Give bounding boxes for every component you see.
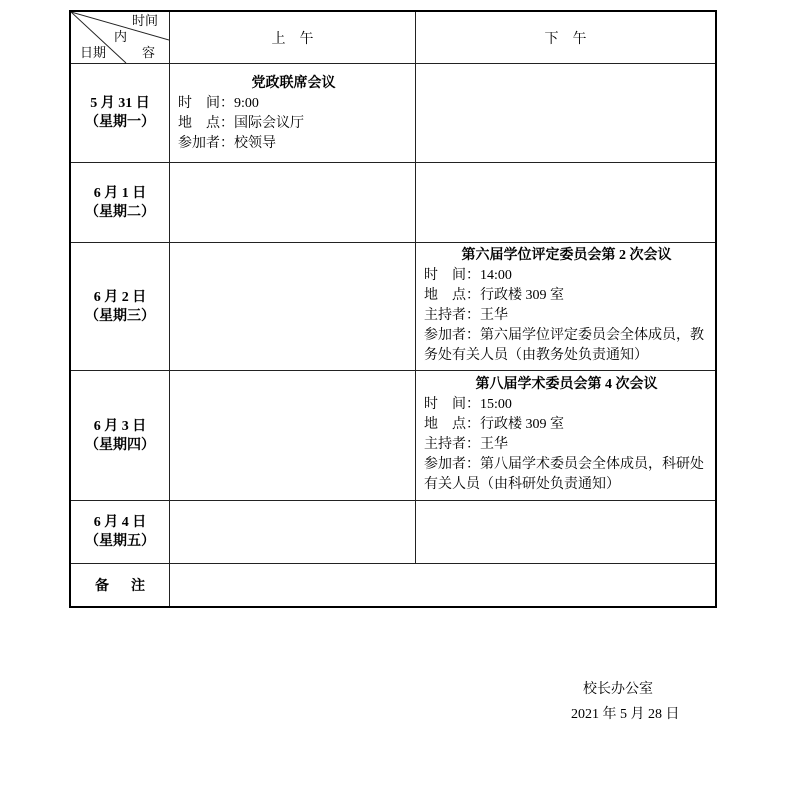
weekday-label: （星期四） <box>85 437 155 453</box>
meeting-time: 时 间：15:00 <box>424 397 512 412</box>
corner-label-date: 日期 <box>80 45 107 60</box>
date-cell <box>71 501 170 564</box>
corner-label-content-2: 容 <box>142 45 156 60</box>
morning-cell <box>170 371 416 501</box>
date-label: 6 月 2 日 <box>93 289 147 305</box>
meeting-place: 地 点：行政楼 309 室 <box>424 417 564 432</box>
date-cell <box>71 64 170 163</box>
date-label: 5 月 31 日 <box>90 96 150 111</box>
morning-cell <box>170 243 416 371</box>
footer-issuer: 校长办公室 <box>583 682 653 697</box>
date-cell <box>71 163 170 243</box>
header-corner-cell <box>71 12 170 64</box>
footer-date: 2021 年 5 月 28 日 <box>571 707 680 722</box>
header-afternoon: 下 午 <box>416 12 715 64</box>
meeting-host: 主持者：王华 <box>424 437 508 452</box>
meeting-title: 第八届学术委员会第 4 次会议 <box>475 377 658 392</box>
weekday-label: （星期五） <box>85 534 155 549</box>
meeting-place: 地 点：行政楼 309 室 <box>424 288 564 303</box>
remarks-label: 备 注 <box>71 564 170 606</box>
meeting-time: 时 间：9:00 <box>178 96 259 111</box>
remarks-cell <box>170 564 715 606</box>
date-label: 6 月 3 日 <box>93 418 147 434</box>
date-label: 6 月 4 日 <box>93 515 147 530</box>
header-morning: 上 午 <box>170 12 416 64</box>
morning-cell <box>170 64 416 163</box>
afternoon-cell <box>416 163 715 243</box>
corner-label-content-1: 内 <box>114 29 128 44</box>
afternoon-cell <box>416 501 715 564</box>
afternoon-cell <box>416 243 715 371</box>
schedule-table <box>69 10 717 608</box>
meeting-time: 时 间：14:00 <box>424 268 512 283</box>
meeting-attendees: 参加者：校领导 <box>178 136 276 151</box>
morning-cell <box>170 501 416 564</box>
meeting-place: 地 点：国际会议厅 <box>178 116 304 131</box>
date-cell <box>71 371 170 501</box>
meeting-title: 党政联席会议 <box>251 76 336 91</box>
weekday-label: （星期一） <box>85 115 155 130</box>
morning-cell <box>170 163 416 243</box>
meeting-attendees: 参加者：第八届学术委员会全体成员，科研处有关人员（由科研处负责通知） <box>424 457 704 492</box>
date-cell <box>71 243 170 371</box>
afternoon-cell <box>416 371 715 501</box>
corner-label-time: 时间 <box>132 13 159 28</box>
afternoon-cell <box>416 64 715 163</box>
weekday-label: （星期三） <box>85 308 155 324</box>
meeting-title: 第六届学位评定委员会第 2 次会议 <box>461 248 672 263</box>
meeting-attendees: 参加者：第六届学位评定委员会全体成员，教务处有关人员（由教务处负责通知） <box>424 328 704 363</box>
weekday-label: （星期二） <box>85 204 155 220</box>
date-label: 6 月 1 日 <box>93 185 147 201</box>
meeting-host: 主持者：王华 <box>424 308 508 323</box>
